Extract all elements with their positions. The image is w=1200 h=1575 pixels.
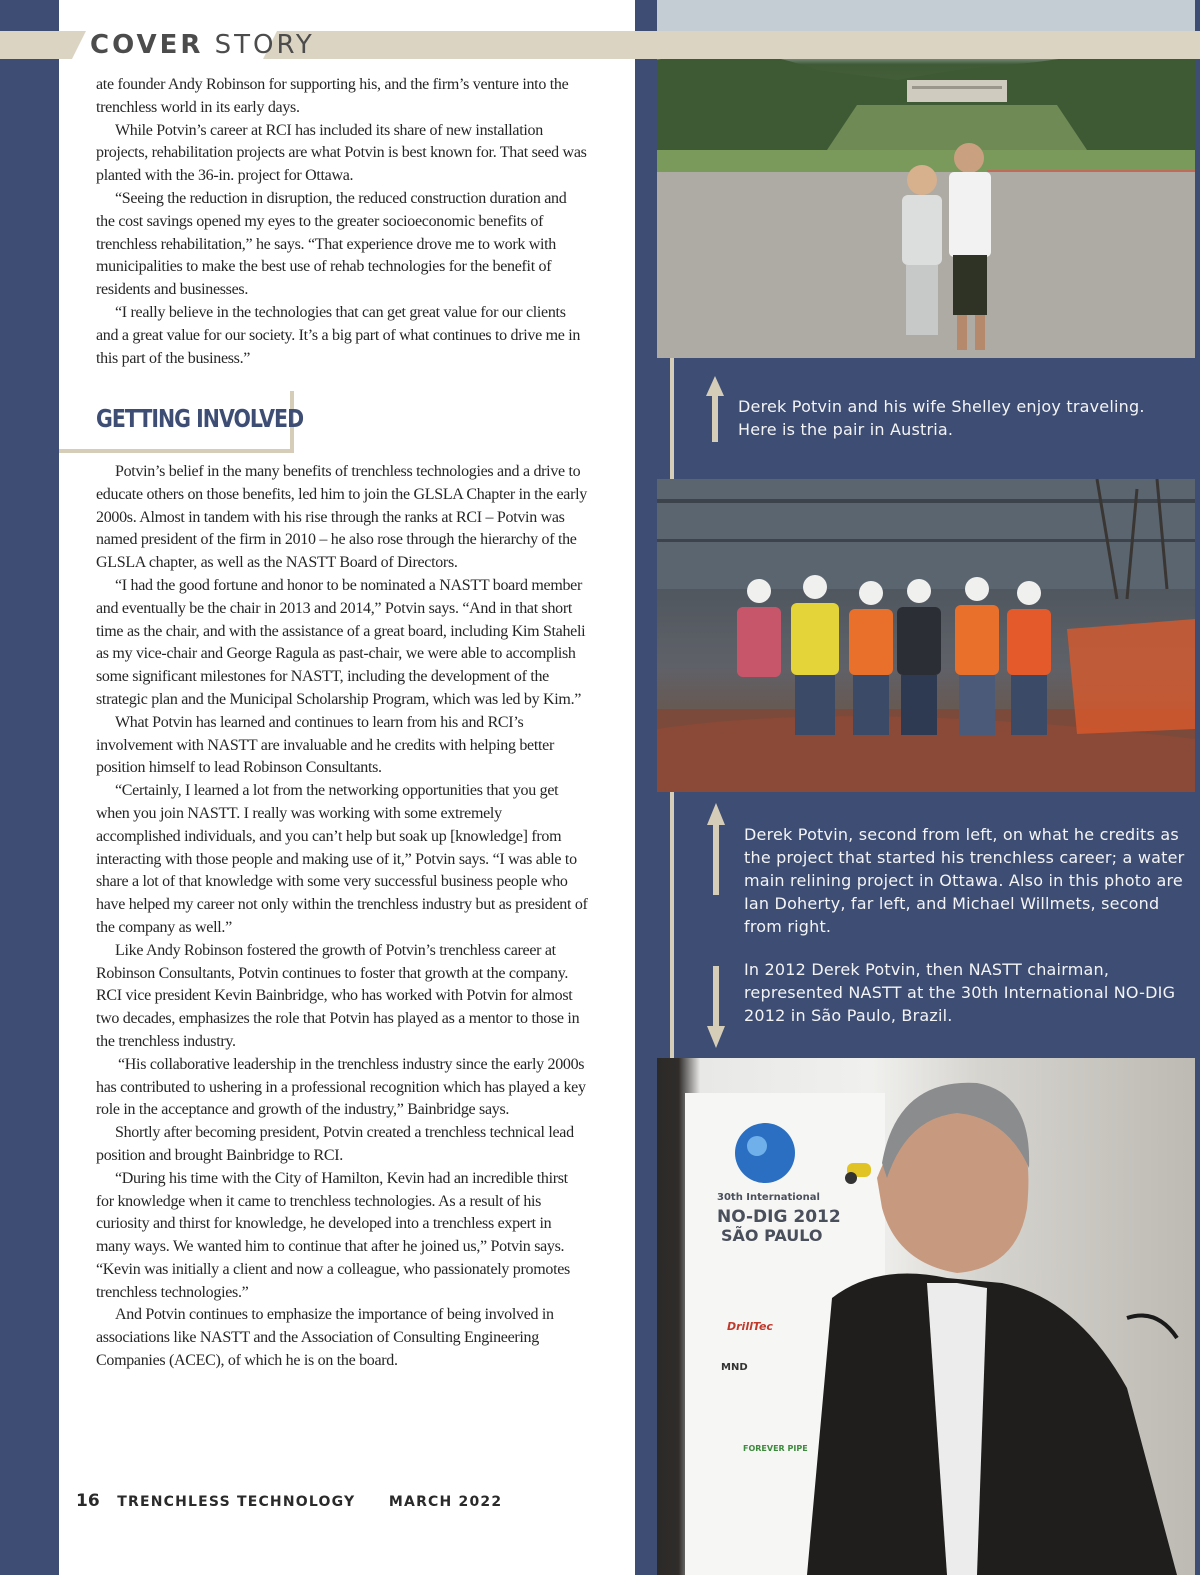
paragraph: Potvin’s belief in the many benefits of trenchless technologies and a drive to educate others on those benefits, led him to join the GLSLA Chapter in the early 2000s. Almost in tandem with his rise through the ranks at RCI – Potvin was named president of the firm in 2010 – he also rose through the hierarchy of the GLSLA chapter, as well as the NASTT Board of Directors. — [96, 463, 587, 572]
section-label-strong: COVER — [90, 30, 204, 60]
sign-line1: 30th International — [717, 1192, 820, 1203]
subheading: GETTING INVOLVED — [96, 404, 304, 433]
speaker-scene — [657, 1058, 1195, 1575]
section-label — [90, 29, 315, 61]
paragraph: “His collaborative leadership in the trenchless industry since the early 2000s has contributed to ushering in a professional recognition which has played a key role in the acceptance and growth of the industry,” Bainbridge says. — [96, 1055, 586, 1119]
page-footer — [76, 1489, 502, 1513]
caption-nodig: In 2012 Derek Potvin, then NASTT chairman, represented NASTT at the 30th International NO-DIG 2012 in São Paulo, Brazil. — [744, 960, 1176, 1025]
photo-speaker — [657, 1058, 1195, 1575]
up-arrow-icon — [706, 376, 724, 442]
paragraph: While Potvin’s career at RCI has included its share of new installation projects, rehabilitation projects are what Potvin is best known for. That seed was planted with the 36-in. project for Ottawa. — [96, 121, 587, 185]
sign-line2: NO-DIG 2012 — [717, 1207, 841, 1227]
up-arrow-icon — [707, 803, 725, 895]
page-number: 16 — [76, 1491, 100, 1511]
crew-scene — [657, 479, 1195, 792]
paragraph: What Potvin has learned and continues to learn from his and RCI’s involvement with NASTT are invaluable and he credits with helping better position himself to lead Robinson Consultants. — [96, 713, 554, 777]
paragraph: Shortly after becoming president, Potvin created a trenchless technical lead position and brought Bainbridge to RCI. — [96, 1124, 574, 1164]
down-arrow-icon — [707, 966, 725, 1048]
sign-line3: SÃO PAULO — [721, 1226, 823, 1245]
caption-crew: Derek Potvin, second from left, on what he credits as the project that started his trenchless career; a water main relining project in Ottawa. Also in this photo are Ian Doherty, far left, and Michael Willmets, second from right. — [744, 825, 1185, 936]
sponsor-drilltec: DrillTec — [727, 1320, 773, 1333]
paragraph: ate founder Andy Robinson for supporting his, and the firm’s venture into the trenchless world in its early days. — [96, 76, 569, 116]
publication-name: TRENCHLESS TECHNOLOGY — [117, 1494, 356, 1510]
paragraph: Like Andy Robinson fostered the growth of Potvin’s trenchless career at Robinson Consultants, Potvin continues to foster that growth at the company. RCI vice president Kevin Bainbridge, who has worked with Potvin for almost two decades, emphasizes the role that Potvin has played as a mentor to those in the trenchless industry. — [96, 941, 580, 1050]
paragraph: “I had the good fortune and honor to be nominated a NASTT board member and eventually be the chair in 2013 and 2014,” Potvin says. “And in that short time as the chair, and with the assistance of a great board, including Kim Staheli as my vice-chair and George Ragula as past-chair, we were able to accomplish some significant milestones for NASTT, including the development of the strategic plan and the Municipal Scholarship Program, which was led by Kim.” — [96, 576, 586, 708]
paragraph: And Potvin continues to emphasize the importance of being involved in associations like NASTT and the Association of Consulting Engineering Companies (ACEC), of which he is on the board. — [96, 1306, 554, 1370]
paragraph: “I really believe in the technologies that can get great value for our clients and a great value for our society. It’s a big part of what continues to drive me in this part of the business.” — [96, 303, 581, 367]
article-top — [96, 74, 588, 370]
photo-crew — [657, 479, 1195, 792]
paragraph: “During his time with the City of Hamilton, Kevin had an incredible thirst for knowledge when it came to trenchless technologies. As a result of his curiosity and thirst for knowledge, he developed into a trenchless expert in many ways. We wanted him to continue that after he joined us,” Potvin says. “Kevin was initially a client and now a colleague, who passionately promotes trenchless technologies.” — [96, 1169, 570, 1301]
sponsor-mnd: MND — [721, 1362, 748, 1373]
paragraph: “Certainly, I learned a lot from the networking opportunities that you get when you join NASTT. I really was working with some extremely accomplished individuals, and you can’t help but soak up [knowledge] from interacting with those people and making use of it,” Potvin says. “I was able to share a lot of that knowledge with some very successful business people who have helped my career not only within the trenchless industry but as president of the company as well.” — [96, 782, 588, 936]
section-label-light: STORY — [203, 30, 315, 60]
caption-austria: Derek Potvin and his wife Shelley enjoy traveling. Here is the pair in Austria. — [738, 397, 1145, 439]
issue-date: MARCH 2022 — [388, 1494, 503, 1510]
paragraph: “Seeing the reduction in disruption, the reduced construction duration and the cost savings opened my eyes to the greater socioeconomic benefits of trenchless rehabilitation,” he says. “That experience drove me to work with municipalities to make the best use of rehab technologies for the benefit of residents and businesses. — [96, 189, 567, 299]
sponsor-foreverpipe: FOREVER PIPE — [743, 1444, 808, 1453]
article-bottom — [96, 461, 588, 1373]
